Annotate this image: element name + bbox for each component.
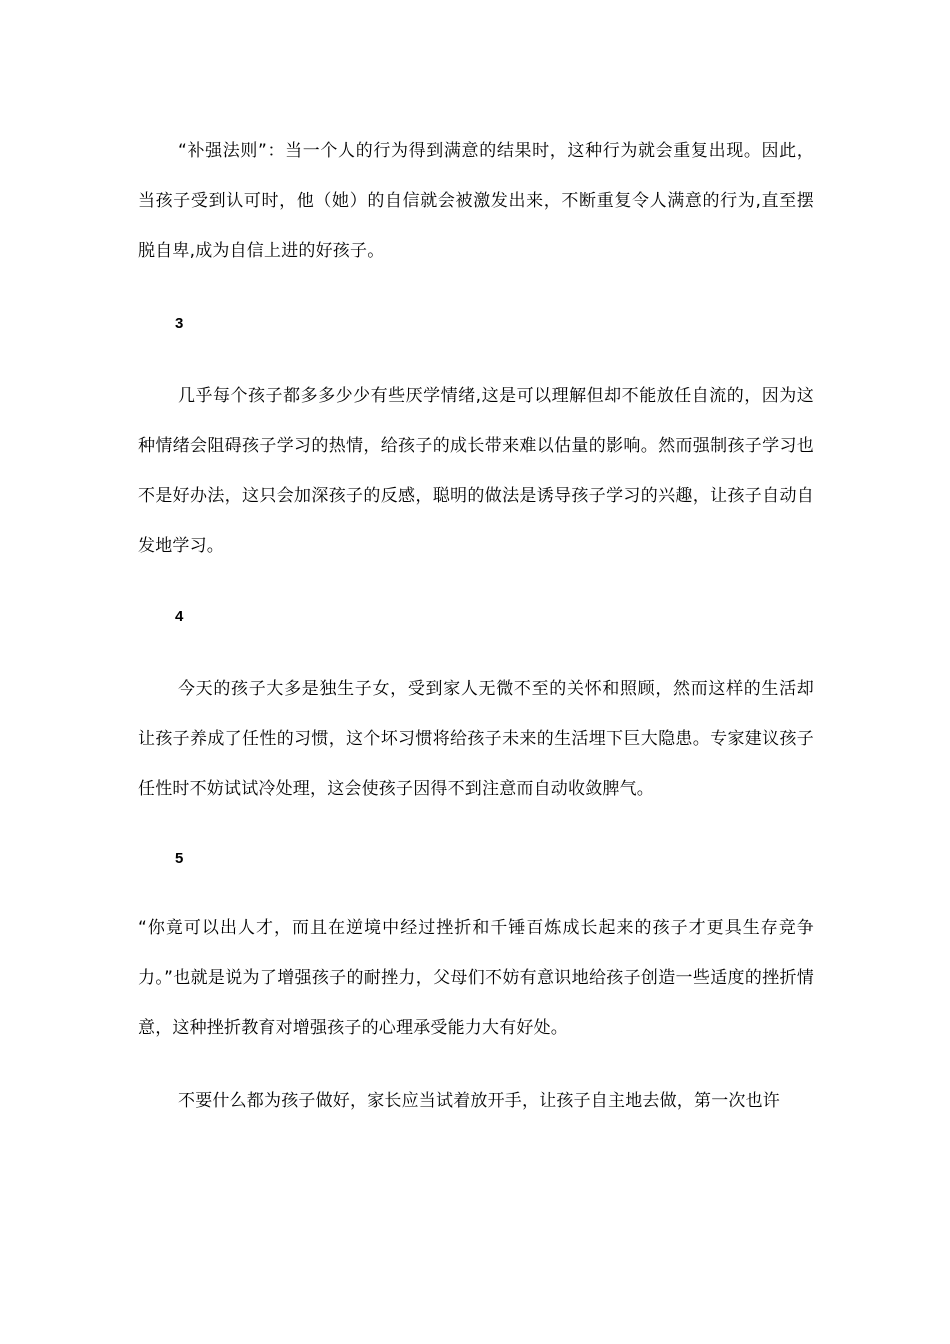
paragraph-frustration-education: “你竟可以出人才，而且在逆境中经过挫折和千锤百炼成长起来的孩子才更具生存竞争力。”也就是说为了增强孩子的耐挫力，父母们不妨有意识地给孩子创造一些适度的挫折情意，这种挫折教育对增强孩子的心理承受能力大有好处。 <box>138 918 814 1038</box>
paragraph-let-go: 不要什么都为孩子做好，家长应当试着放开手，让孩子自主地去做，第一次也许 <box>178 1091 780 1111</box>
section-number-3: 3 <box>175 315 184 332</box>
paragraph-willfulness: 今天的孩子大多是独生子女，受到家人无微不至的关怀和照顾，然而这样的生活却让孩子养成了任性的习惯，这个坏习惯将给孩子未来的生活埋下巨大隐患。专家建议孩子任性时不妨试试冷处理，这会使孩子因得不到注意而自动收敛脾气。 <box>138 679 814 799</box>
paragraph-reinforcement-rule: “补强法则”：当一个人的行为得到满意的结果时，这种行为就会重复出现。因此，当孩子受到认可时，他（她）的自信就会被激发出来，不断重复令人满意的行为,直至摆脱自卑,成为自信上进的好孩子。 <box>138 141 814 261</box>
paragraph-study-aversion: 几乎每个孩子都多多少少有些厌学情绪,这是可以理解但却不能放任自流的，因为这种情绪会阻碍孩子学习的热情，给孩子的成长带来难以估量的影响。然而强制孩子学习也不是好办法，这只会加深孩子的反感，聪明的做法是诱导孩子学习的兴趣，让孩子自动自发地学习。 <box>138 386 814 556</box>
section-number-4: 4 <box>175 608 184 625</box>
section-number-5: 5 <box>175 850 184 867</box>
